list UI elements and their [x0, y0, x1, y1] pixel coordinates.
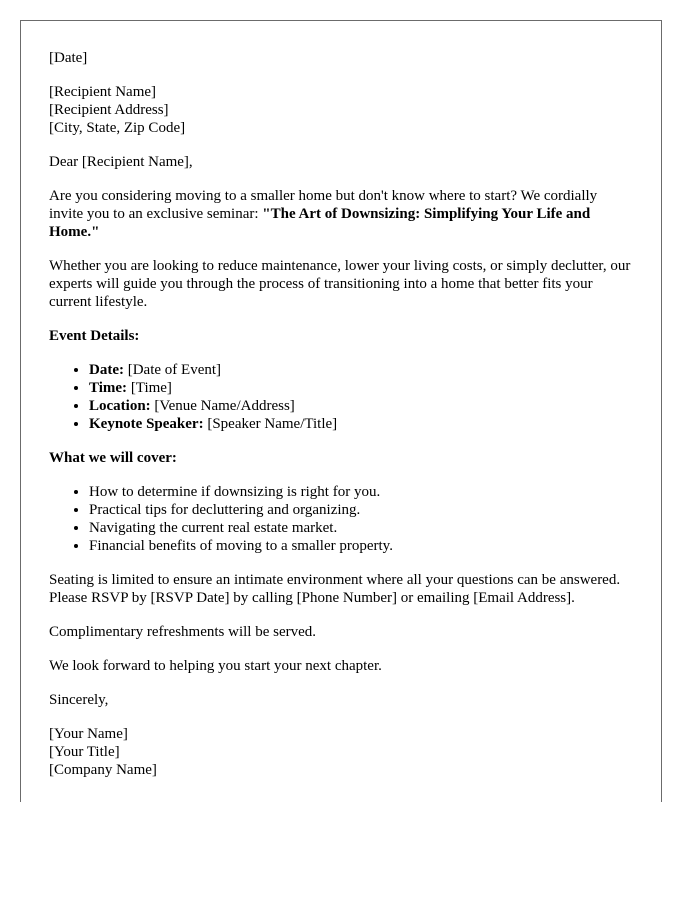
- recipient-address: [Recipient Address]: [49, 102, 169, 118]
- event-detail-value: [Speaker Name/Title]: [203, 416, 338, 432]
- event-detail-label: Time:: [89, 380, 128, 396]
- recipient-city-state-zip: [City, State, Zip Code]: [49, 120, 186, 136]
- recipient-block: [49, 83, 633, 137]
- cover-item: • How to determine if downsizing is right for you.: [89, 483, 633, 501]
- signature-company: [Company Name]: [49, 762, 157, 778]
- recipient-name: [Recipient Name]: [49, 84, 157, 100]
- event-detail-item: [89, 379, 633, 397]
- event-detail-item: [89, 361, 633, 379]
- seminar-title: "The Art of Downsizing: Simplifying Your Life and Home.": [49, 206, 591, 240]
- intro-text: Are you considering moving to a smaller home but don't know where to start? We cordially invite you to an exclusive seminar:: [49, 188, 598, 222]
- event-detail-item: [89, 397, 633, 415]
- closing-paragraph: We look forward to helping you start your next chapter.: [49, 658, 382, 674]
- event-detail-item: [89, 415, 633, 433]
- event-detail-value: [Date of Event]: [123, 362, 222, 378]
- closing-line: Sincerely,: [49, 692, 109, 708]
- signature-name: [Your Name]: [49, 726, 128, 742]
- cover-list: [49, 483, 633, 555]
- refreshments-paragraph: Complimentary refreshments will be served.: [49, 624, 317, 640]
- cover-heading: What we will cover:: [49, 450, 177, 466]
- event-detail-label: Location:: [89, 398, 151, 414]
- event-detail-value: [Venue Name/Address]: [150, 398, 295, 414]
- purpose-paragraph: Whether you are looking to reduce maintenance, lower your living costs, or simply declutter, our experts will guide you through the process of transitioning into a home that better fits your current lifestyle.: [49, 258, 631, 310]
- letter-date: [Date]: [49, 50, 88, 66]
- letter-page: [20, 20, 662, 802]
- salutation: Dear [Recipient Name],: [49, 154, 193, 170]
- cover-item: • Financial benefits of moving to a smaller property.: [89, 537, 633, 555]
- event-detail-label: Keynote Speaker:: [89, 416, 204, 432]
- signature-title: [Your Title]: [49, 744, 120, 760]
- cover-item: • Practical tips for decluttering and organizing.: [89, 501, 633, 519]
- signature-block: [49, 725, 633, 779]
- cover-item: • Navigating the current real estate market.: [89, 519, 633, 537]
- event-details-heading: Event Details:: [49, 328, 140, 344]
- event-details-list: [49, 361, 633, 433]
- intro-paragraph: [49, 187, 633, 241]
- event-detail-value: [Time]: [127, 380, 172, 396]
- event-detail-label: Date:: [89, 362, 124, 378]
- seating-paragraph: Seating is limited to ensure an intimate environment where all your questions can be answered. Please RSVP by [RSVP Date] by calling [Phone Number] or emailing [Email Address].: [49, 572, 621, 606]
